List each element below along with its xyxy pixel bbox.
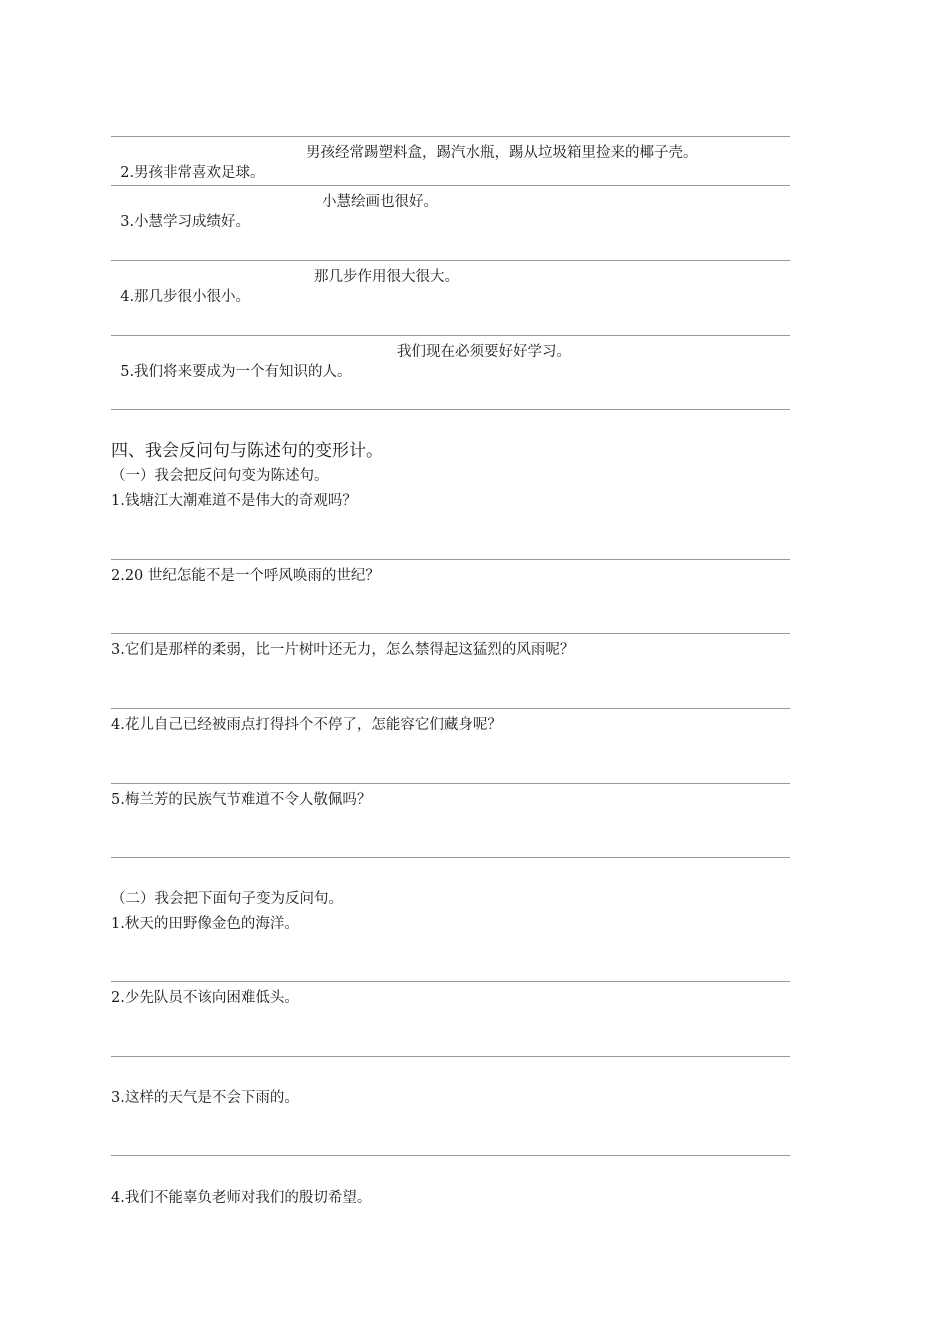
question-item-1: 1.秋天的田野像金色的海洋。 bbox=[111, 916, 299, 932]
answer-line[interactable] bbox=[111, 783, 790, 784]
answer-line[interactable] bbox=[111, 857, 790, 858]
section-title: 四、我会反问句与陈述句的变形计。 bbox=[111, 441, 383, 461]
answer-line[interactable] bbox=[111, 559, 790, 560]
question-item-1: 1.钱塘江大潮难道不是伟大的奇观吗？ bbox=[111, 493, 357, 509]
sentence-b: 男孩经常踢塑料盒，踢汽水瓶，踢从垃圾箱里捡来的椰子壳。 bbox=[306, 145, 698, 161]
answer-line[interactable] bbox=[111, 136, 790, 137]
sentence-a: 3.小慧学习成绩好。 bbox=[120, 214, 251, 230]
answer-line[interactable] bbox=[111, 1056, 790, 1057]
question-item-3: 3.它们是那样的柔弱，比一片树叶还无力，怎么禁得起这猛烈的风雨呢？ bbox=[111, 642, 575, 658]
sentence-b: 我们现在必须要好好学习。 bbox=[397, 344, 571, 360]
answer-line[interactable] bbox=[111, 708, 790, 709]
part-title: （一）我会把反问句变为陈述句。 bbox=[111, 468, 329, 484]
question-item-5: 5.梅兰芳的民族气节难道不令人敬佩吗？ bbox=[111, 792, 372, 808]
answer-line[interactable] bbox=[111, 1155, 790, 1156]
part-title: （二）我会把下面句子变为反问句。 bbox=[111, 891, 343, 907]
answer-line[interactable] bbox=[111, 260, 790, 261]
answer-line[interactable] bbox=[111, 335, 790, 336]
answer-line[interactable] bbox=[111, 981, 790, 982]
question-item-4: 4.花儿自己已经被雨点打得抖个不停了，怎能容它们藏身呢？ bbox=[111, 717, 502, 733]
answer-line[interactable] bbox=[111, 409, 790, 410]
combine-item-3 bbox=[111, 192, 438, 252]
answer-line[interactable] bbox=[111, 185, 790, 186]
question-item-2: 2.少先队员不该向困难低头。 bbox=[111, 990, 299, 1006]
question-item-3: 3.这样的天气是不会下雨的。 bbox=[111, 1090, 299, 1106]
combine-item-4 bbox=[111, 267, 459, 327]
combine-item-5 bbox=[111, 342, 571, 402]
question-item-4: 4.我们不能辜负老师对我们的殷切希望。 bbox=[111, 1190, 372, 1206]
sentence-a: 4.那几步很小很小。 bbox=[120, 289, 251, 305]
sentence-a: 5.我们将来要成为一个有知识的人。 bbox=[120, 364, 352, 380]
answer-line[interactable] bbox=[111, 633, 790, 634]
sentence-b: 那几步作用很大很大。 bbox=[314, 269, 459, 285]
sentence-a: 2.男孩非常喜欢足球。 bbox=[120, 165, 265, 181]
sentence-b: 小慧绘画也很好。 bbox=[322, 194, 438, 210]
question-item-2: 2.20 世纪怎能不是一个呼风唤雨的世纪？ bbox=[111, 568, 380, 584]
